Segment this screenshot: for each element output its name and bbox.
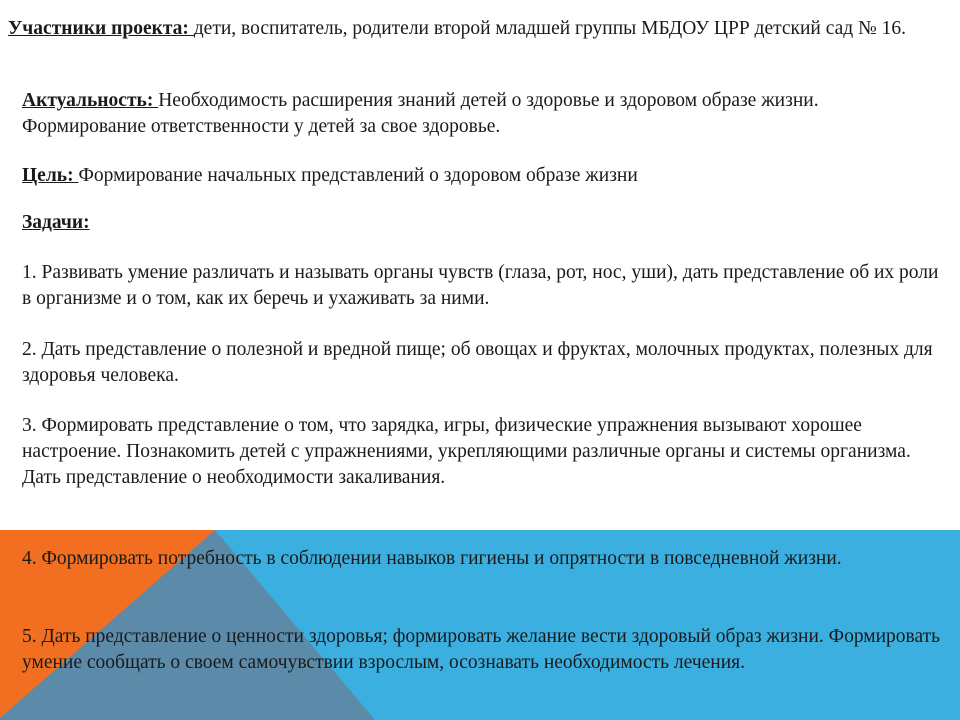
task-item-5: 5. Дать представление о ценности здоровья; формировать желание вести здоровый образ жизни. Формировать умение сообщать о своем самочувствии взрослым, осознавать необходимость лечения. xyxy=(22,626,941,673)
goal-paragraph xyxy=(22,163,942,189)
task-item-2: 2. Дать представление о полезной и вредной пище; об овощах и фруктах, молочных продуктах, полезных для здоровья человека. xyxy=(22,339,933,386)
tasks-heading-paragraph xyxy=(22,210,942,236)
tasks-heading: Задачи: xyxy=(22,212,90,233)
relevance-paragraph xyxy=(22,88,942,140)
task-item-4: 4. Формировать потребность в соблюдении навыков гигиены и опрятности в повседневной жизни. xyxy=(22,548,842,569)
relevance-label: Актуальность: xyxy=(22,90,159,111)
goal-label: Цель: xyxy=(22,165,79,186)
participants-text: дети, воспитатель, родители второй младшей группы МБДОУ ЦРР детский сад № 16. xyxy=(193,18,906,39)
relevance-text: Необходимость расширения знаний детей о здоровье и здоровом образе жизни. Формирование ответственности у детей за свое здоровье. xyxy=(22,90,819,137)
task-item-3: 3. Формировать представление о том, что зарядка, игры, физические упражнения вызывают хорошее настроение. Познакомить детей с упражнениями, укрепляющими различные органы и системы организма. Дать представление о необходимости закаливания. xyxy=(22,415,911,488)
participants-label: Участники проекта: xyxy=(8,18,194,39)
goal-text: Формирование начальных представлений о здоровом образе жизни xyxy=(78,165,638,186)
task-item-1: 1. Развивать умение различать и называть органы чувств (глаза, рот, нос, уши), дать представление об их роли в организме и о том, как их беречь и ухаживать за ними. xyxy=(22,262,939,309)
participants-paragraph xyxy=(8,16,928,42)
